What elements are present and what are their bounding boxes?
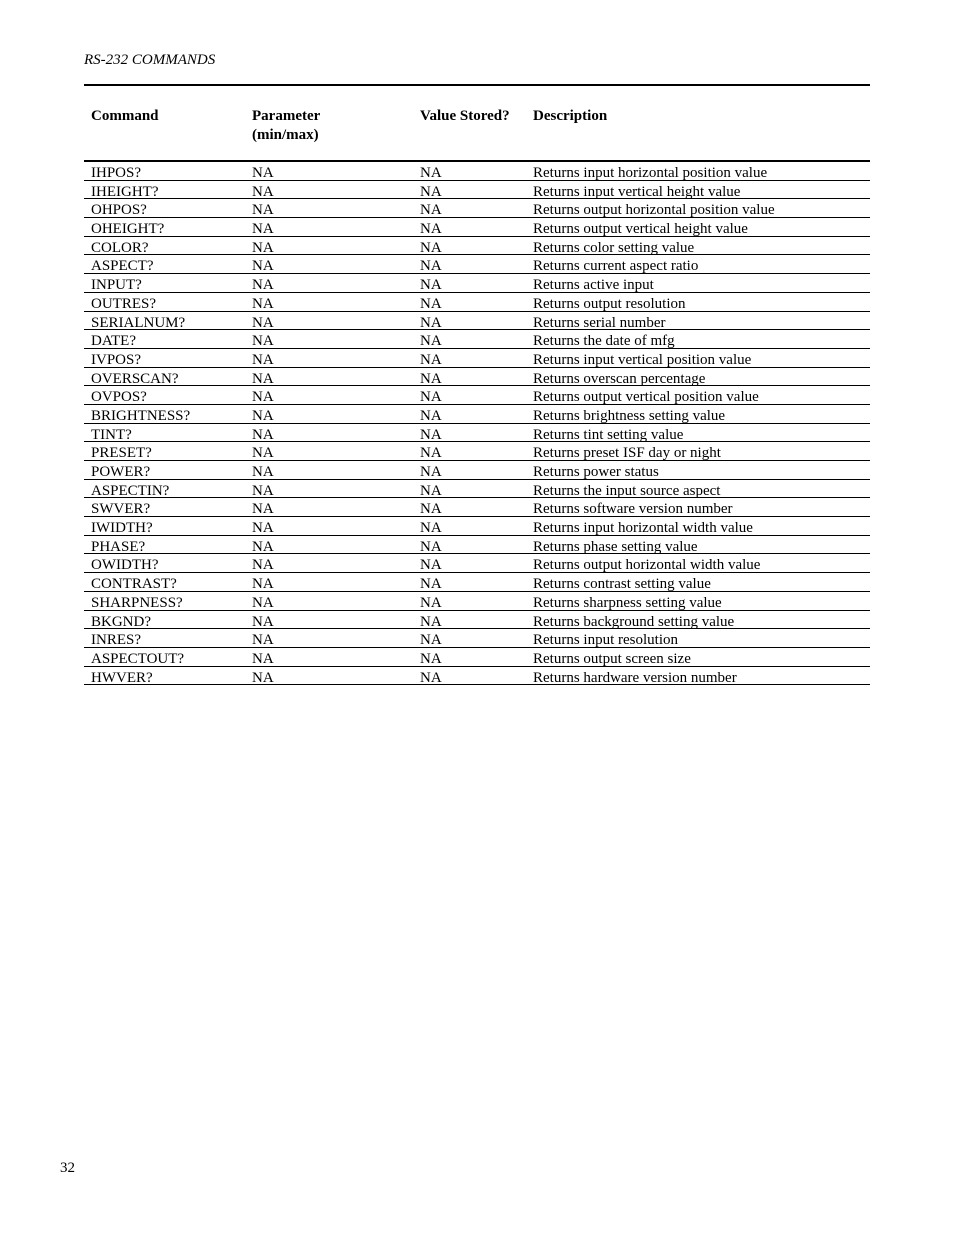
cell-description: Returns the input source aspect [533, 482, 721, 499]
cell-command: PRESET? [91, 445, 152, 462]
cell-parameter: NA [252, 632, 274, 649]
cell-stored: NA [420, 632, 442, 649]
table-row [84, 330, 870, 349]
cell-command: ASPECTIN? [91, 482, 170, 499]
cell-command: HWVER? [91, 669, 153, 686]
cell-parameter: NA [252, 576, 274, 593]
cell-command: SHARPNESS? [91, 594, 183, 611]
cell-description: Returns color setting value [533, 239, 695, 256]
cell-stored: NA [420, 520, 442, 537]
cell-stored: NA [420, 165, 442, 181]
cell-description: Returns software version number [533, 501, 733, 518]
cell-command: POWER? [91, 464, 151, 480]
table-row [84, 424, 870, 443]
cell-command: OHPOS? [91, 202, 147, 219]
cell-command: SERIALNUM? [91, 314, 186, 331]
cell-command: OWIDTH? [91, 557, 159, 574]
header-rule [84, 84, 870, 86]
table-row [84, 629, 870, 648]
cell-stored: NA [420, 464, 442, 480]
running-header: RS-232 COMMANDS [84, 52, 216, 68]
table-row [84, 386, 870, 405]
cell-stored: NA [420, 183, 442, 200]
cell-stored: NA [420, 538, 442, 555]
cell-stored: NA [420, 258, 442, 275]
cell-stored: NA [420, 594, 442, 611]
cell-stored: NA [420, 426, 442, 443]
cell-command: INRES? [91, 632, 141, 649]
page-number: 32 [60, 1160, 75, 1176]
cell-command: OHEIGHT? [91, 221, 165, 238]
cell-stored: NA [420, 333, 442, 350]
cell-description: Returns sharpness setting value [533, 594, 722, 611]
table-row [84, 536, 870, 555]
cell-parameter: NA [252, 295, 274, 312]
column-header-parameter-line2: (min/max) [252, 127, 319, 143]
cell-stored: NA [420, 221, 442, 238]
table-row [84, 461, 870, 480]
cell-parameter: NA [252, 538, 274, 555]
column-header-stored: Value Stored? [420, 108, 510, 124]
cell-parameter: NA [252, 594, 274, 611]
cell-description: Returns preset ISF day or night [533, 445, 721, 462]
table-row [84, 480, 870, 499]
cell-parameter: NA [252, 277, 274, 294]
table-row [84, 667, 870, 686]
cell-command: OVERSCAN? [91, 370, 179, 387]
cell-parameter: NA [252, 370, 274, 387]
cell-command: OUTRES? [91, 295, 156, 312]
table-row [84, 442, 870, 461]
table-row [84, 498, 870, 517]
table-row [84, 368, 870, 387]
table-row [84, 162, 870, 181]
cell-command: BRIGHTNESS? [91, 407, 191, 424]
cell-command: TINT? [91, 426, 132, 443]
cell-parameter: NA [252, 520, 274, 537]
cell-parameter: NA [252, 650, 274, 667]
cell-parameter: NA [252, 501, 274, 518]
cell-parameter: NA [252, 183, 274, 200]
cell-command: PHASE? [91, 538, 146, 555]
cell-stored: NA [420, 669, 442, 686]
cell-description: Returns output screen size [533, 650, 691, 667]
cell-description: Returns output vertical position value [533, 389, 759, 406]
cell-description: Returns serial number [533, 314, 666, 331]
cell-parameter: NA [252, 351, 274, 368]
cell-parameter: NA [252, 482, 274, 499]
table-row [84, 274, 870, 293]
cell-stored: NA [420, 389, 442, 406]
cell-parameter: NA [252, 333, 274, 350]
column-header-description: Description [533, 108, 608, 124]
cell-description: Returns tint setting value [533, 426, 684, 443]
table-row [84, 237, 870, 256]
table-row [84, 293, 870, 312]
table-row [84, 611, 870, 630]
table-row [84, 648, 870, 667]
table-header [84, 107, 870, 161]
table-row [84, 573, 870, 592]
column-header-command: Command [91, 108, 159, 124]
cell-description: Returns input vertical height value [533, 183, 741, 200]
cell-description: Returns background setting value [533, 613, 735, 630]
cell-description: Returns overscan percentage [533, 370, 706, 387]
table-row [84, 349, 870, 368]
cell-description: Returns power status [533, 464, 659, 480]
column-header-parameter [252, 107, 320, 145]
cell-parameter: NA [252, 314, 274, 331]
cell-description: Returns input horizontal position value [533, 165, 768, 181]
cell-stored: NA [420, 370, 442, 387]
column-header-parameter-line1: Parameter [252, 108, 321, 124]
cell-command: INPUT? [91, 277, 142, 294]
cell-parameter: NA [252, 202, 274, 219]
table-row [84, 517, 870, 536]
cell-command: OVPOS? [91, 389, 147, 406]
cell-stored: NA [420, 650, 442, 667]
table-row [84, 405, 870, 424]
cell-description: Returns output resolution [533, 295, 686, 312]
cell-stored: NA [420, 239, 442, 256]
cell-command: ASPECT? [91, 258, 154, 275]
cell-stored: NA [420, 295, 442, 312]
cell-description: Returns brightness setting value [533, 407, 726, 424]
cell-description: Returns hardware version number [533, 669, 737, 686]
cell-command: IWIDTH? [91, 520, 153, 537]
cell-parameter: NA [252, 239, 274, 256]
cell-stored: NA [420, 557, 442, 574]
cell-parameter: NA [252, 221, 274, 238]
cell-command: ASPECTOUT? [91, 650, 185, 667]
cell-stored: NA [420, 445, 442, 462]
cell-description: Returns phase setting value [533, 538, 698, 555]
cell-parameter: NA [252, 557, 274, 574]
cell-command: IVPOS? [91, 351, 142, 368]
cell-description: Returns active input [533, 277, 654, 294]
table-row [84, 592, 870, 611]
cell-parameter: NA [252, 389, 274, 406]
cell-stored: NA [420, 277, 442, 294]
cell-stored: NA [420, 351, 442, 368]
cell-parameter: NA [252, 407, 274, 424]
table-row [84, 255, 870, 274]
cell-description: Returns current aspect ratio [533, 258, 699, 275]
cell-parameter: NA [252, 165, 274, 181]
cell-stored: NA [420, 407, 442, 424]
cell-command: DATE? [91, 333, 136, 350]
cell-description: Returns input resolution [533, 632, 678, 649]
cell-description: Returns output horizontal width value [533, 557, 761, 574]
cell-stored: NA [420, 613, 442, 630]
cell-stored: NA [420, 314, 442, 331]
cell-command: CONTRAST? [91, 576, 177, 593]
cell-command: SWVER? [91, 501, 151, 518]
cell-command: IHEIGHT? [91, 183, 159, 200]
cell-stored: NA [420, 482, 442, 499]
cell-parameter: NA [252, 258, 274, 275]
cell-parameter: NA [252, 464, 274, 480]
cell-description: Returns output vertical height value [533, 221, 748, 238]
cell-description: Returns contrast setting value [533, 576, 711, 593]
cell-description: Returns the date of mfg [533, 333, 675, 350]
cell-parameter: NA [252, 669, 274, 686]
table-body [84, 162, 870, 685]
table-row [84, 554, 870, 573]
cell-description: Returns input horizontal width value [533, 520, 753, 537]
cell-command: IHPOS? [91, 165, 142, 181]
cell-stored: NA [420, 202, 442, 219]
table-row [84, 312, 870, 331]
cell-parameter: NA [252, 613, 274, 630]
cell-parameter: NA [252, 426, 274, 443]
cell-command: BKGND? [91, 613, 151, 630]
cell-parameter: NA [252, 445, 274, 462]
cell-description: Returns input vertical position value [533, 351, 752, 368]
cell-command: COLOR? [91, 239, 149, 256]
table-row [84, 181, 870, 200]
table-row [84, 218, 870, 237]
cell-stored: NA [420, 576, 442, 593]
cell-stored: NA [420, 501, 442, 518]
cell-description: Returns output horizontal position value [533, 202, 775, 219]
table-row [84, 199, 870, 218]
